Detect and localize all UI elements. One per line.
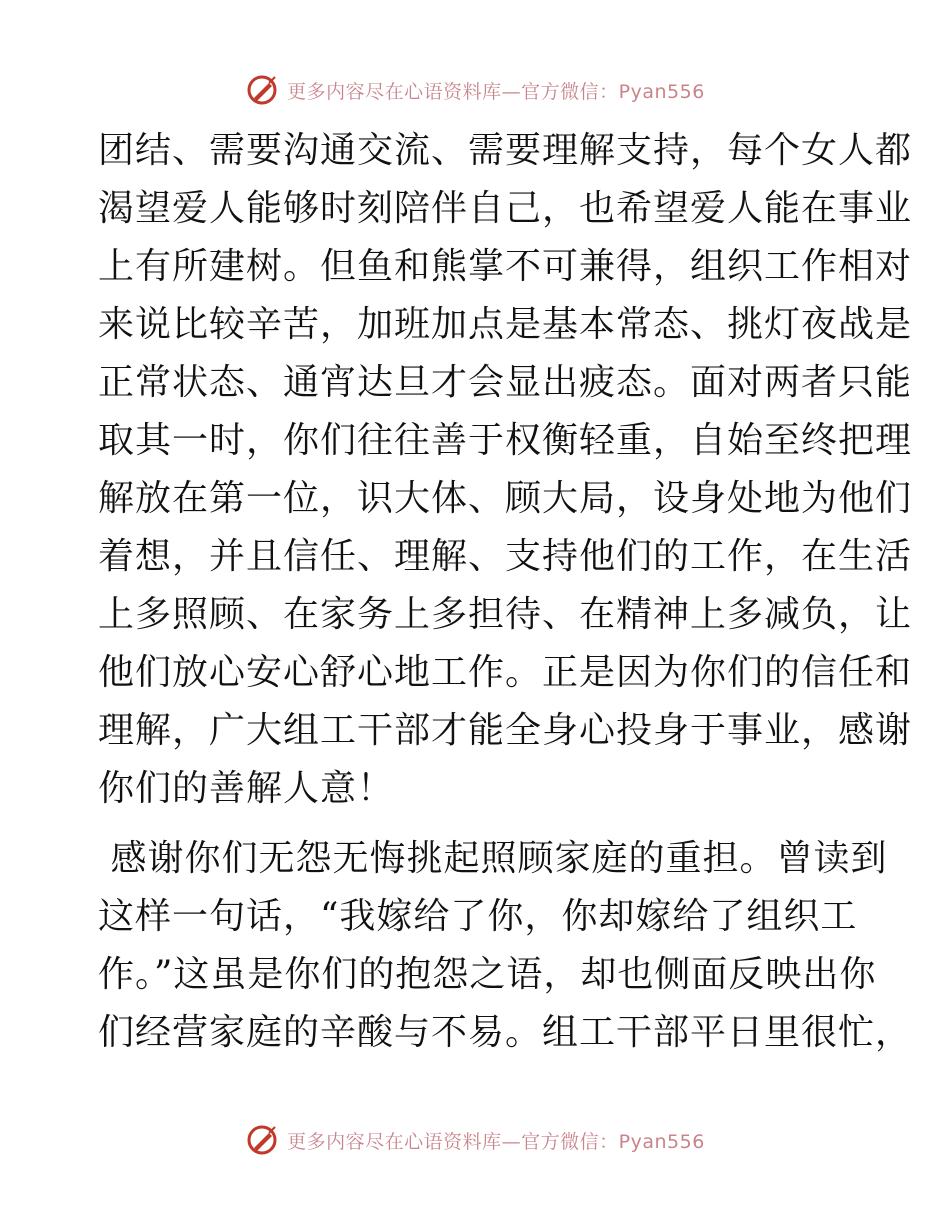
footer-banner [0, 1120, 950, 1160]
footer-banner-text [287, 1127, 705, 1154]
document-body [98, 122, 913, 1062]
header-banner-text [287, 77, 705, 104]
text-line: 这样一句话，“我嫁给了你，你却嫁给了组织工 [98, 896, 858, 937]
paragraph-spacer [98, 818, 858, 830]
text-line: 正常状态、通宵达旦才会显出疲态。面对两者只能 [98, 362, 913, 403]
text-line: 理解，广大组工干部才能全身心投身于事业，感谢 [98, 710, 913, 751]
paragraph-1 [98, 122, 913, 818]
text-line: 作。”这虽是你们的抱怨之语，却也侧面反映出你 [98, 954, 877, 995]
header-banner [0, 70, 950, 110]
text-line: 来说比较辛苦，加班加点是基本常态、挑灯夜战是 [98, 304, 913, 345]
text-line: 取其一时，你们往往善于权衡轻重，自始至终把理 [98, 420, 913, 461]
text-line: 着想，并且信任、理解、支持他们的工作，在生活 [98, 536, 913, 577]
text-line: 上有所建树。但鱼和熊掌不可兼得，组织工作相对 [98, 246, 913, 287]
footer-banner-main: 更多内容尽在心语资料库—官方微信： [287, 1130, 619, 1153]
text-line: 解放在第一位，识大体、顾大局，设身处地为他们 [98, 478, 913, 519]
text-line: 上多照顾、在家务上多担待、在精神上多减负，让 [98, 594, 913, 635]
header-banner-account: Pyan556 [618, 80, 705, 103]
paragraph-2 [98, 830, 913, 1062]
text-line: 们经营家庭的辛酸与不易。组工干部平日里很忙， [98, 1012, 913, 1053]
text-line: 渴望爱人能够时刻陪伴自己，也希望爱人能在事业 [98, 188, 913, 229]
text-line: 感谢你们无怨无悔挑起照顾家庭的重担。曾读到 [98, 838, 888, 879]
quill-pen-logo-icon [245, 1123, 279, 1157]
text-line: 团结、需要沟通交流、需要理解支持，每个女人都 [98, 130, 913, 171]
quill-pen-logo-icon [245, 73, 279, 107]
text-line: 你们的善解人意！ [98, 768, 395, 809]
footer-banner-account: Pyan556 [618, 1130, 705, 1153]
header-banner-main: 更多内容尽在心语资料库—官方微信： [287, 80, 619, 103]
text-line: 他们放心安心舒心地工作。正是因为你们的信任和 [98, 652, 913, 693]
